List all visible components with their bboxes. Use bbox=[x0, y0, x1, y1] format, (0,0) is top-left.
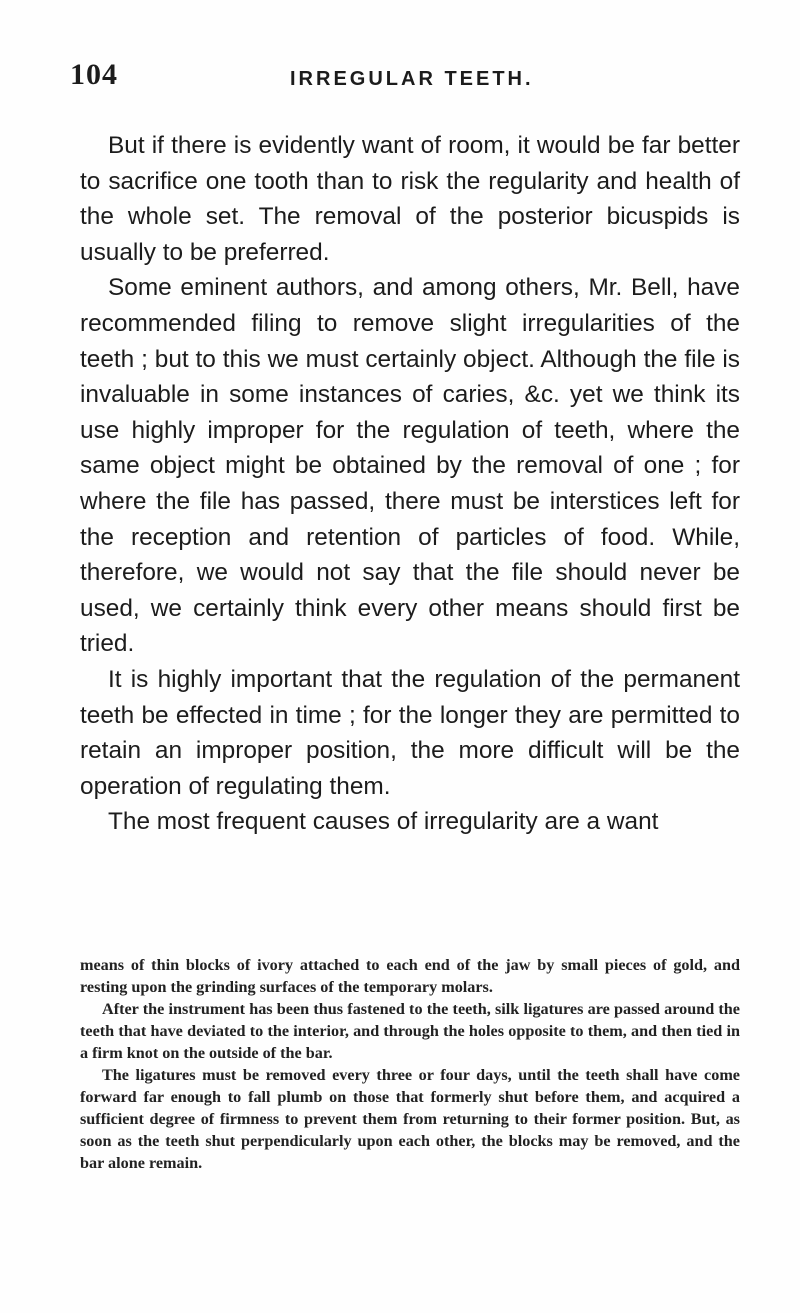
footnote-paragraph: After the instrument has been thus fastened to the teeth, silk ligatures are passed around the teeth that have deviated to the interior, and through the holes opposite to them, and then tied in a firm knot on the outside of the bar. bbox=[80, 1000, 740, 1062]
body-paragraph: It is highly important that the regulation of the permanent teeth be effected in time ; for the longer they are permitted to retain an improper position, the more difficult will be the operation of regulating them. bbox=[80, 665, 740, 800]
running-head: IRREGULAR TEETH. bbox=[290, 68, 534, 90]
footnote bbox=[80, 954, 740, 1174]
footnote-paragraph: means of thin blocks of ivory attached to each end of the jaw by small pieces of gold, and resting upon the grinding surfaces of the temporary molars. bbox=[80, 956, 740, 996]
footnote-paragraph: The ligatures must be removed every three or four days, until the teeth shall have come forward far enough to fall plumb on those that formerly shut before them, and acquired a sufficient degree of firmness to prevent them from returning to their former position. But, as soon as the teeth shut perpendicularly upon each other, the blocks may be removed, and the bar alone remain. bbox=[80, 1066, 740, 1172]
body-paragraph: The most frequent causes of irregularity are a want bbox=[108, 808, 659, 836]
page-header bbox=[70, 58, 730, 98]
body-paragraph: But if there is evidently want of room, it would be far better to sacrifice one tooth than to risk the regularity and health of the whole set. The removal of the posterior bicuspids is usually to be preferred. bbox=[80, 132, 740, 266]
main-text bbox=[80, 128, 740, 840]
body-paragraph: Some eminent authors, and among others, Mr. Bell, have recommended filing to remove slight irregularities of the teeth ; but to this we must certainly object. Although the file is invaluable in some instances of caries, &c. yet we think its use highly improper for the regulation of teeth, where the same object might be obtained by the removal of one ; for where the file has passed, there must be interstices left for the reception and retention of particles of food. While, therefore, we would not say that the file should never be used, we certainly think every other means should first be tried. bbox=[80, 274, 740, 658]
page-number: 104 bbox=[70, 58, 118, 91]
